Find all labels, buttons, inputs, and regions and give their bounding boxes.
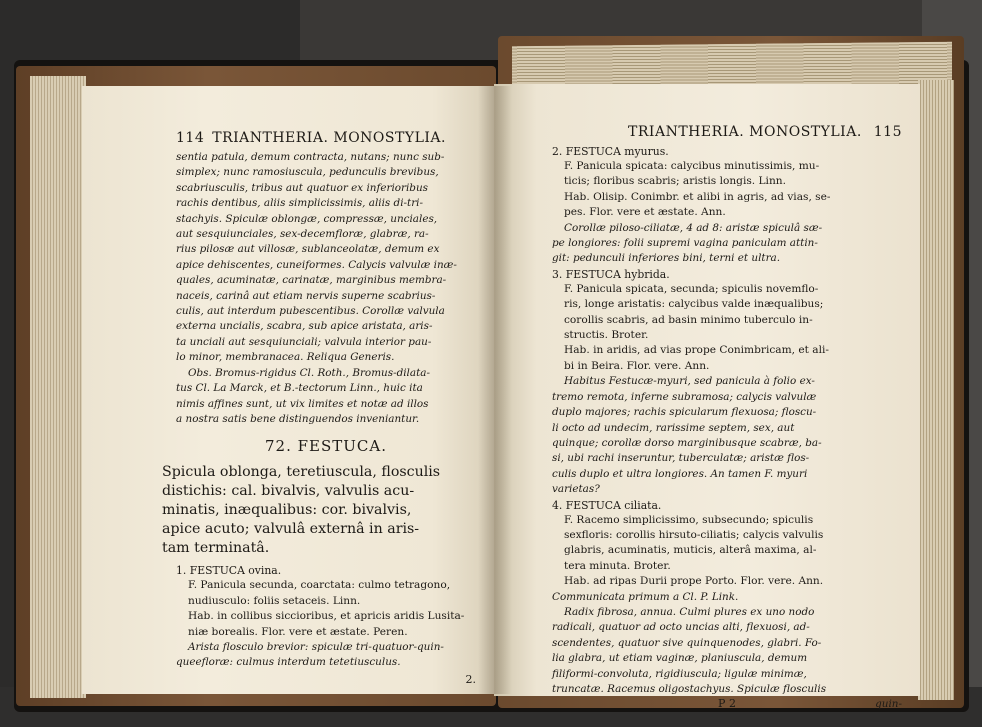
text-line: rius pilosæ aut villosæ, sublanceolatæ, demum ex (176, 243, 440, 256)
text-line: Obs. Bromus-rigidus Cl. Roth., Bromus-dilata- (188, 366, 430, 379)
page-edges-top (512, 42, 952, 89)
text-line: corollis scabris, ad basin minimo tuberculo in- (564, 313, 813, 326)
text-line: Hab. in aridis, ad vias prope Conimbricam, et ali- (564, 344, 829, 357)
left-continuation-text (176, 150, 476, 427)
char-line: distichis: cal. bivalvis, valvulis acu- (162, 483, 415, 500)
char-line: Spicula oblonga, teretiuscula, flosculis (162, 464, 441, 481)
text-line: varietas? (552, 483, 600, 496)
text-line: radicali, quatuor ad octo uncias alti, flexuosi, ad- (552, 621, 810, 634)
species-title: 3. FESTUCA hybrida. (552, 267, 670, 281)
text-line: Hab. ad ripas Durii prope Porto. Flor. vere. Ann. (564, 575, 824, 588)
species-title: 1. FESTUCA ovina. (176, 564, 282, 578)
left-running-head (176, 128, 476, 146)
text-line: tera minuta. Broter. (564, 559, 671, 572)
text-line: nimis affines sunt, ut vix limites et notæ ad illos (176, 397, 429, 410)
text-line: simplex; nunc ramosiuscula, pedunculis brevibus, (176, 166, 439, 179)
species-entry-1 (176, 563, 476, 670)
text-line: lia glabra, ut etiam vaginæ, planiuscula, demum (552, 652, 808, 665)
text-line: rachis dentibus, aliis simplicissimis, aliis di-tri- (176, 197, 424, 210)
species-title: 4. FESTUCA ciliata. (552, 498, 662, 512)
text-line: truncatæ. Racemus oligostachyus. Spiculæ flosculis (552, 683, 827, 695)
text-line: glabris, acuminatis, muticis, alterâ maxima, al- (564, 544, 817, 557)
text-line: ta unciali aut sesquiunciali; valvula interior pau- (176, 335, 432, 348)
text-line: F. Racemo simplicissimo, subsecundo; spiculis (564, 513, 814, 526)
text-line: scabriusculis, tribus aut quatuor ex inferioribus (176, 181, 428, 194)
text-line: culis, aut interdum pubescentibus. Corollæ valvula (176, 305, 445, 318)
text-line: F. Panicula spicata, secunda; spiculis novemflo- (564, 282, 819, 295)
genus-character (162, 463, 476, 557)
text-line: externa uncialis, scabra, sub apice aristata, aris- (176, 320, 433, 333)
text-line: quales, acuminatæ, carinatæ, marginibus membra- (176, 274, 447, 287)
page-edges-left (30, 76, 86, 698)
text-line: tremo remota, inferne subramosa; calycis valvulæ (552, 390, 817, 403)
text-line: tus Cl. La Marck, et B.-tectorum Linn., huic ita (176, 382, 423, 395)
text-line: a nostra satis bene distinguendos inveniantur. (176, 412, 420, 425)
book-gutter (478, 86, 512, 694)
left-catchword: 2. (465, 672, 476, 686)
text-line: duplo majores; rachis spicularum flexuosa; floscu- (552, 406, 817, 419)
text-line: Communicata primum a Cl. P. Link. (552, 590, 739, 603)
right-running-title: TRIANTHERIA. MONOSTYLIA. (628, 124, 862, 140)
right-page-text (552, 144, 902, 697)
text-line: quinque; corollæ dorso marginibusque scabræ, ba- (552, 436, 822, 449)
text-line: Corollæ piloso-ciliatæ, 4 ad 8: aristæ spiculâ sæ- (564, 221, 823, 234)
text-line: lo minor, membranacea. Reliqua Generis. (176, 351, 395, 364)
text-line: pe longiores: folii supremi vagina paniculam attin- (552, 237, 818, 250)
text-line: ticis; floribus scabris; aristis longis. Linn. (564, 175, 786, 188)
species-title: 2. FESTUCA myurus. (552, 145, 669, 158)
text-line: filiformi-convoluta, rigidiuscula; ligulæ minimæ, (552, 667, 807, 680)
text-line: queefloræ: culmus interdum tetetiusculus. (176, 656, 401, 669)
page-edges-right (918, 80, 954, 700)
text-line: apice dehiscentes, cuneiformes. Calycis valvulæ inæ- (176, 258, 457, 271)
text-line: stachyis. Spiculæ oblongæ, compressæ, unciales, (176, 212, 438, 225)
right-page (494, 84, 920, 711)
text-line: aut sesquiunciales, sex-decemfloræ, glabræ, ra- (176, 228, 429, 241)
text-line: sexfloris: corollis hirsuto-ciliatis; calycis valvulis (564, 528, 824, 541)
left-running-title: TRIANTHERIA. MONOSTYLIA. (212, 130, 446, 146)
text-line: git: pedunculi inferiores bini, terni et ultra. (552, 252, 781, 265)
text-line: Hab. Olisip. Conimbr. et alibi in agris, ad vias, se- (564, 190, 831, 203)
text-line: bi in Beira. Flor. vere. Ann. (564, 359, 710, 372)
text-line: niæ borealis. Flor. vere et æstate. Peren. (188, 625, 408, 638)
right-running-head (552, 122, 902, 140)
signature-line (552, 697, 902, 710)
text-line: F. Panicula secunda, coarctata: culmo tetragono, (188, 579, 451, 592)
text-line: si, ubi rachi inseruntur, tuberculatæ; aristæ flos- (552, 452, 810, 465)
text-line: li octo ad undecim, rarissime septem, sex, aut (552, 421, 795, 434)
text-line: ris, longe aristatis: calycibus valde inæqualibus; (564, 298, 824, 311)
right-page-number: 115 (873, 124, 902, 140)
char-line: tam terminatâ. (162, 539, 270, 556)
text-line: Habitus Festucæ-myuri, sed panicula à folio ex- (564, 375, 815, 388)
text-line: Hab. in collibus siccioribus, et apricis aridis Lusita- (188, 610, 465, 623)
text-line: sentia patula, demum contracta, nutans; nunc sub- (176, 151, 445, 163)
right-catchword: quin- (875, 698, 902, 711)
char-line: minatis, inæqualibus: cor. bivalvis, (162, 501, 412, 518)
text-line: pes. Flor. vere et æstate. Ann. (564, 206, 726, 219)
signature-mark: P 2 (718, 697, 736, 711)
text-line: Arista flosculo brevior: spiculæ tri-quatuor-quin- (188, 640, 444, 653)
text-line: culis duplo et ultra longiores. An tamen F. myuri (552, 467, 808, 480)
genus-heading: 72. FESTUCA. (265, 437, 387, 456)
text-line: scendentes, quatuor sive quinquenodes, glabri. Fo- (552, 636, 822, 649)
left-page-number: 114 (176, 130, 205, 146)
char-line: apice acuto; valvulâ externâ in aris- (162, 520, 420, 537)
text-line: structis. Broter. (564, 329, 649, 342)
text-line: nudiusculo: foliis setaceis. Linn. (188, 594, 361, 607)
text-line: F. Panicula spicata: calycibus minutissimis, mu- (564, 160, 820, 172)
text-line: naceis, carinâ aut etiam nervis superne scabrius- (176, 289, 436, 302)
left-page (82, 86, 494, 694)
text-line: Radix fibrosa, annua. Culmi plures ex uno nodo (564, 605, 815, 618)
